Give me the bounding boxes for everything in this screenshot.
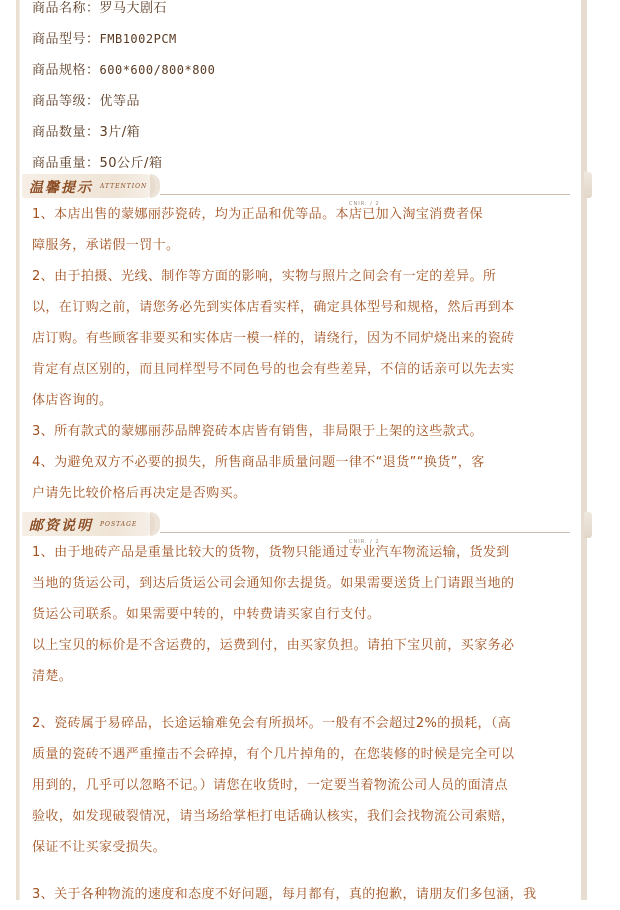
spec-model: 商品型号：FMB1002PCM xyxy=(32,32,177,47)
postage-title-en: POSTAGE xyxy=(100,521,138,528)
postage-line: 当地的货运公司，到达后货运公司会通知你去提货。如果需要送货上门请跟当地的 xyxy=(32,576,515,591)
postage-body xyxy=(32,537,562,910)
postage-line: 质量的瓷砖不遇严重撞击不会碎掉，有个几片掉角的，在您装修的时候是完全可以 xyxy=(32,747,515,762)
postage-line: 清楚。 xyxy=(32,669,73,684)
header-divider xyxy=(160,194,570,195)
spec-quantity: 商品数量：3片/箱 xyxy=(32,125,141,140)
header-mark: CNIR. / 2 xyxy=(349,539,380,545)
tips-line: 3、所有款式的蒙娜丽莎品牌瓷砖本店皆有销售，非局限于上架的这些款式。 xyxy=(32,424,483,439)
postage-line: 验收，如发现破裂情况，请当场给掌柜打电话确认核实，我们会找物流公司索赔， xyxy=(32,809,515,824)
tips-line: 以，在订购之前，请您务必先到实体店看实样，确定具体型号和规格，然后再到本 xyxy=(32,300,515,315)
postage-section-header xyxy=(22,512,580,545)
tips-line: 店订购。有些顾客非要买和实体店一模一样的，请绕行，因为不同炉烧出来的瓷砖 xyxy=(32,331,515,346)
tips-line: 体店咨询的。 xyxy=(32,393,113,408)
postage-line: 3、关于各种物流的速度和态度不好问题，每月都有，真的抱歉，请朋友们多包涵，我 xyxy=(32,887,537,902)
postage-line: 2、瓷砖属于易碎品，长途运输难免会有所损坏。一般有不会超过2%的损耗，（高 xyxy=(32,716,512,731)
header-mark: CNIR. / 2 xyxy=(349,201,380,207)
postage-line: 用到的，几乎可以忽略不记。）请您在收货时，一定要当着物流公司人员的面清点 xyxy=(32,778,508,793)
tips-title: 温馨提示 xyxy=(29,180,93,196)
tips-title-en: ATTENTION xyxy=(100,183,148,190)
spec-name: 商品名称：罗马大剧石 xyxy=(32,1,168,16)
header-divider xyxy=(160,532,570,533)
product-specs xyxy=(32,0,215,179)
spec-size: 商品规格：600*600/800*800 xyxy=(32,63,216,78)
tips-line: 4、为避免双方不必要的损失，所售商品非质量问题一律不“退货”“换货”，客 xyxy=(32,455,485,470)
frame-side-tab xyxy=(584,172,592,198)
tips-line: 2、由于拍摄、光线、制作等方面的影响，实物与照片之间会有一定的差异。所 xyxy=(32,269,497,284)
tips-section-header xyxy=(22,174,580,207)
postage-line: 保证不让买家受损失。 xyxy=(32,840,167,855)
postage-line: 货运公司联系。如果需要中转的，中转费请买家自行支付。 xyxy=(32,607,381,622)
spec-grade: 商品等级：优等品 xyxy=(32,94,141,109)
spec-weight: 商品重量：50公斤/箱 xyxy=(32,156,163,171)
tips-line: 户请先比较价格后再决定是否购买。 xyxy=(32,486,247,501)
postage-title: 邮资说明 xyxy=(29,518,93,534)
postage-line: 以上宝贝的标价是不含运费的，运费到付，由买家负担。请拍下宝贝前，买家务必 xyxy=(32,638,515,653)
tips-line: 障服务，承诺假一罚十。 xyxy=(32,238,180,253)
tips-line: 肯定有点区别的，而且同样型号不同色号的也会有些差异，不信的话亲可以先去实 xyxy=(32,362,515,377)
tips-line: 1、本店出售的蒙娜丽莎瓷砖，均为正品和优等品。本店已加入淘宝消费者保 xyxy=(32,207,483,222)
tips-body xyxy=(32,199,562,509)
postage-line: 1、由于地砖产品是重量比较大的货物，货物只能通过专业汽车物流运输，货发到 xyxy=(32,545,510,560)
frame-side-tab xyxy=(584,512,592,538)
